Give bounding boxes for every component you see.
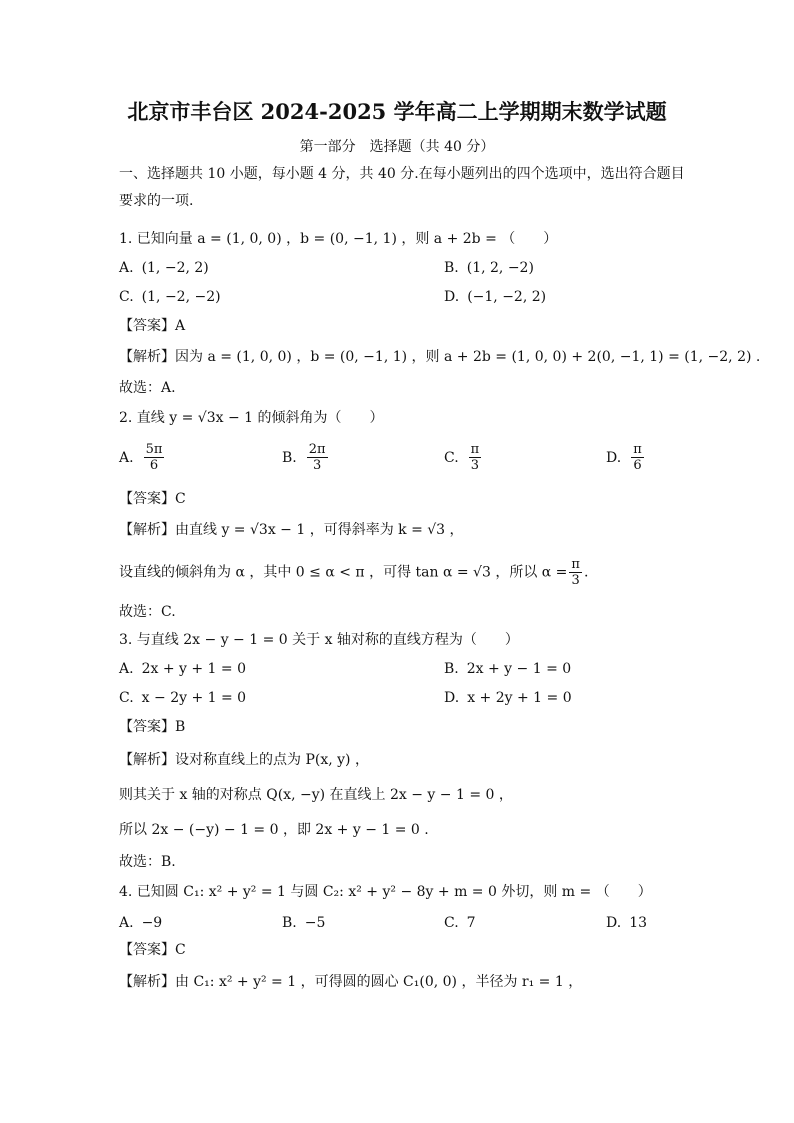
q4-option-b-text: −5 <box>304 915 326 931</box>
q4-option-c-text: 7 <box>466 915 476 931</box>
q4-option-c <box>444 913 476 933</box>
q1-conclusion: 故选：A. <box>119 380 176 396</box>
q3-conclusion: 故选：B. <box>119 854 176 870</box>
q2-conclusion: 故选：C. <box>119 604 176 620</box>
q1-option-a-label: A. <box>119 260 134 276</box>
q3-option-c-text: x − 2y + 1 = 0 <box>141 690 247 706</box>
q3-option-b-text: 2x + y − 1 = 0 <box>466 661 572 677</box>
q2-analysis-line-1: 【解析】由直线 y = √3x − 1 ，可得斜率为 k = √3 ， <box>119 522 464 538</box>
q4-option-a-label: A. <box>119 915 134 931</box>
q4-option-b-label: B. <box>282 915 297 931</box>
q3-option-d-text: x + 2y + 1 = 0 <box>467 690 572 706</box>
q1-option-b <box>444 258 534 278</box>
q1-option-a-text: (1, −2, 2) <box>141 260 209 276</box>
q2-analysis-denominator: 3 <box>571 573 580 588</box>
q2-option-d-fraction <box>631 442 644 473</box>
q4-option-a <box>119 913 162 933</box>
q2-analysis-numerator: π <box>571 557 580 572</box>
section-intro-line-1: 一、选择题共 10 小题，每小题 4 分，共 40 分.在每小题列出的四个选项中，选出符合题目 <box>119 166 685 182</box>
q4-option-d-text: 13 <box>629 915 648 931</box>
q3-option-c <box>119 688 246 708</box>
q2-option-d <box>606 442 646 473</box>
q3-option-a <box>119 659 246 679</box>
q1-option-d-text: (−1, −2, 2) <box>467 289 547 305</box>
q3-option-c-label: C. <box>119 690 134 706</box>
q3-option-d <box>444 688 572 708</box>
q4-option-d-label: D. <box>606 915 622 931</box>
q2-option-b-numerator: 2π <box>308 442 326 457</box>
q1-option-d-label: D. <box>444 289 460 305</box>
q1-option-b-label: B. <box>444 260 459 276</box>
section-intro-line-2: 要求的一项. <box>119 193 194 209</box>
q2-stem: 2. 直线 y = √3x − 1 的倾斜角为（ ） <box>119 410 384 426</box>
q1-option-a <box>119 258 209 278</box>
q3-option-d-label: D. <box>444 690 460 706</box>
q4-analysis-line-1: 【解析】由 C₁: x² + y² = 1 ，可得圆的圆心 C₁(0, 0) ，半径为 r₁ = 1 ， <box>119 974 583 990</box>
q2-option-b-denominator: 3 <box>313 458 322 473</box>
q3-option-b <box>444 659 571 679</box>
q2-answer: 【答案】C <box>119 491 186 507</box>
q2-analysis-line-2 <box>119 557 588 588</box>
q2-option-a-label: A. <box>119 449 134 466</box>
q3-option-a-label: A. <box>119 661 134 677</box>
q1-stem: 1. 已知向量 a = (1, 0, 0) ，b = (0, −1, 1) ，则 a + 2b = （ ） <box>119 231 558 247</box>
q4-option-b <box>282 913 325 933</box>
q1-answer: 【答案】A <box>119 318 186 334</box>
q1-option-b-text: (1, 2, −2) <box>466 260 534 276</box>
page-title: 北京市丰台区 2024-2025 学年高二上学期期末数学试题 <box>127 99 667 124</box>
q2-analysis-line-2-end: . <box>583 564 589 581</box>
q4-option-a-text: −9 <box>141 915 163 931</box>
q1-option-c-text: (1, −2, −2) <box>141 289 221 305</box>
q4-stem: 4. 已知圆 C₁: x² + y² = 1 与圆 C₂: x² + y² − 8y + m = 0 外切，则 m = （ ） <box>119 884 652 900</box>
q2-option-d-denominator: 6 <box>633 458 642 473</box>
q3-option-b-label: B. <box>444 661 459 677</box>
q2-option-a-numerator: 5π <box>145 442 163 457</box>
q2-option-c-numerator: π <box>470 442 480 457</box>
q3-analysis-line-2: 则其关于 x 轴的对称点 Q(x, −y) 在直线上 2x − y − 1 = 0 ， <box>119 787 513 803</box>
q2-option-a <box>119 442 166 473</box>
q3-analysis-line-1: 【解析】设对称直线上的点为 P(x, y) ， <box>119 752 369 768</box>
q2-option-d-label: D. <box>606 449 622 466</box>
q2-option-c-fraction <box>469 442 482 473</box>
q2-analysis-line-2-text: 设直线的倾斜角为 α ，其中 0 ≤ α < π ，可得 tan α = √3 ，所以 α = <box>119 564 568 581</box>
q2-option-c-label: C. <box>444 449 459 466</box>
q1-option-d <box>444 287 546 307</box>
q1-option-c-label: C. <box>119 289 134 305</box>
q4-option-d <box>606 913 647 933</box>
q3-option-a-text: 2x + y + 1 = 0 <box>141 661 246 677</box>
q2-option-a-denominator: 6 <box>149 458 159 473</box>
q2-option-b-fraction <box>307 442 328 473</box>
q3-stem: 3. 与直线 2x − y − 1 = 0 关于 x 轴对称的直线方程为（ ） <box>119 632 519 648</box>
q4-option-c-label: C. <box>444 915 459 931</box>
q2-option-b-label: B. <box>282 449 297 466</box>
q2-option-b <box>282 442 330 473</box>
q1-option-c <box>119 287 221 307</box>
q3-answer: 【答案】B <box>119 719 186 735</box>
q2-option-a-fraction <box>144 442 165 473</box>
q2-option-c <box>444 442 483 473</box>
q3-analysis-line-3: 所以 2x − (−y) − 1 = 0 ，即 2x + y − 1 = 0 . <box>119 822 429 838</box>
q2-option-c-denominator: 3 <box>470 458 480 473</box>
section-subtitle: 第一部分 选择题（共 40 分） <box>299 139 495 155</box>
q4-answer: 【答案】C <box>119 942 186 958</box>
q2-option-d-numerator: π <box>633 442 642 457</box>
q1-analysis: 【解析】因为 a = (1, 0, 0) ，b = (0, −1, 1) ，则 a + 2b = (1, 0, 0) + 2(0, −1, 1) = (1, −2, 2) . <box>119 349 761 365</box>
q2-analysis-fraction <box>569 557 582 588</box>
